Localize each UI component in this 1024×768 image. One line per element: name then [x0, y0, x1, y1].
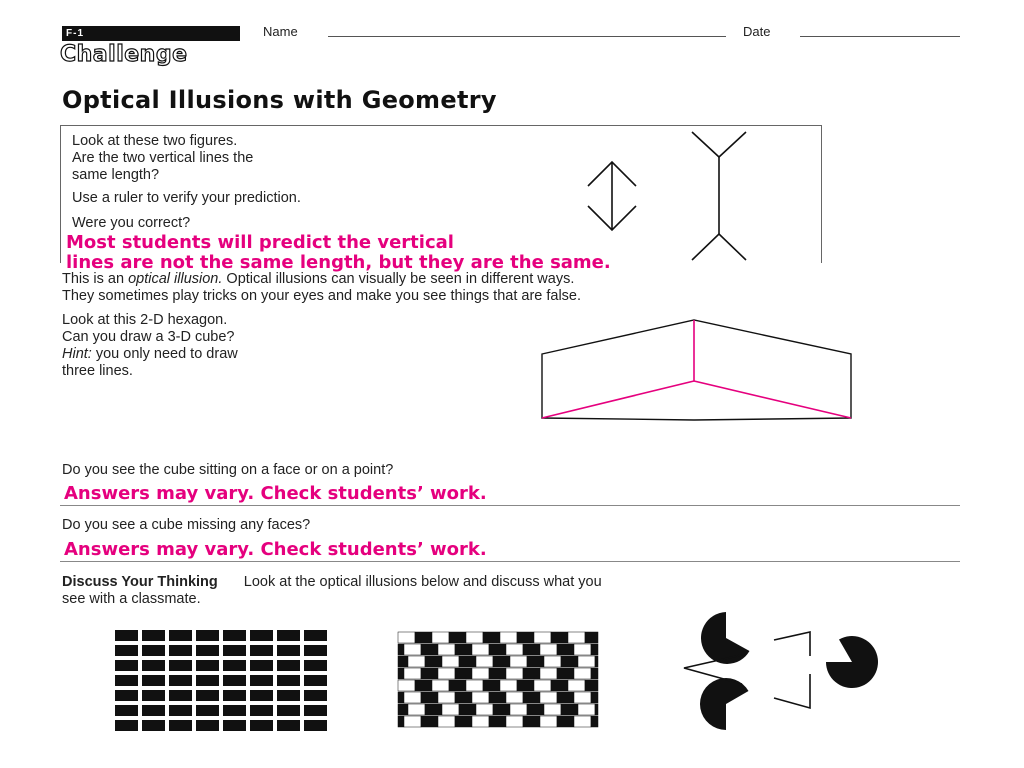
- cafe-tile: [489, 668, 506, 679]
- grid-square: [223, 630, 246, 641]
- cafe-tile: [510, 704, 527, 715]
- grid-square: [169, 690, 192, 701]
- cafe-tile: [551, 680, 568, 691]
- box-line-4: Use a ruler to verify your prediction.: [72, 190, 301, 206]
- answer-line-2: lines are not the same length, but they are the same.: [66, 252, 611, 273]
- cafe-tile: [544, 704, 561, 715]
- name-line[interactable]: [328, 36, 726, 37]
- cafe-tile: [489, 716, 506, 727]
- cafe-tile: [551, 632, 568, 643]
- cafe-tile: [421, 692, 438, 703]
- hex-line-3: [62, 346, 238, 363]
- cafe-tile: [557, 716, 574, 727]
- cafe-tile: [517, 632, 534, 643]
- intro-prefix: This is an: [62, 271, 129, 287]
- intro-line-2: They sometimes play tricks on your eyes and make you see things that are false.: [62, 288, 582, 304]
- cafe-tile: [568, 680, 585, 691]
- hexagon-cube-figure: [540, 318, 852, 422]
- grid-square: [142, 690, 165, 701]
- grid-square: [223, 720, 246, 731]
- cafe-tile: [438, 716, 455, 727]
- grid-square: [250, 660, 273, 671]
- grid-square: [223, 645, 246, 656]
- box-line-1: Look at these two figures.: [72, 133, 238, 149]
- date-label: Date: [743, 24, 771, 39]
- cafe-tile: [398, 632, 415, 643]
- cafe-tile: [561, 656, 578, 667]
- pacman-right: [826, 636, 878, 688]
- grid-square: [115, 705, 138, 716]
- grid-square: [277, 630, 300, 641]
- cafe-tile: [398, 692, 404, 703]
- answer-line-1: Most students will predict the vertical: [66, 232, 454, 253]
- grid-square: [115, 720, 138, 731]
- cafe-tile: [591, 668, 598, 679]
- cafe-tile: [459, 704, 476, 715]
- grid-square: [250, 720, 273, 731]
- answer-2: Answers may vary. Check students’ work.: [64, 539, 487, 560]
- cafe-tile: [489, 692, 506, 703]
- cafe-tile: [432, 680, 449, 691]
- grid-square: [250, 630, 273, 641]
- grid-square: [196, 645, 219, 656]
- worksheet-tag: F-1: [62, 26, 240, 41]
- answer-1: Answers may vary. Check students’ work.: [64, 483, 487, 504]
- grid-square: [196, 675, 219, 686]
- hex-line-1: Look at this 2-D hexagon.: [62, 312, 228, 328]
- cafe-tile: [472, 716, 489, 727]
- cafe-tile: [585, 680, 598, 691]
- discuss-line-1: [62, 574, 602, 591]
- hex-line-2: Can you draw a 3-D cube?: [62, 329, 235, 345]
- box-line-5: Were you correct?: [72, 215, 191, 231]
- cafe-tile: [591, 716, 598, 727]
- question-1: Do you see the cube sitting on a face or on a point?: [62, 462, 394, 478]
- arrow-in-figure: [588, 162, 636, 230]
- cafe-tile: [472, 644, 489, 655]
- cafe-tile: [476, 656, 493, 667]
- cafe-tile: [574, 716, 591, 727]
- grid-square: [277, 645, 300, 656]
- cafe-tile: [591, 692, 598, 703]
- cafe-tile: [595, 656, 598, 667]
- cafe-tile: [404, 644, 421, 655]
- cafe-tile: [455, 716, 472, 727]
- grid-square: [115, 690, 138, 701]
- cafe-tile: [493, 656, 510, 667]
- grid-square: [223, 705, 246, 716]
- grid-square: [142, 645, 165, 656]
- cafe-tile: [540, 716, 557, 727]
- grid-square: [169, 675, 192, 686]
- cafe-tile: [595, 704, 598, 715]
- grid-square: [277, 705, 300, 716]
- cafe-tile: [557, 668, 574, 679]
- intro-line-1: [62, 271, 574, 288]
- grid-square: [304, 675, 327, 686]
- question-2: Do you see a cube missing any faces?: [62, 517, 311, 533]
- cafe-tile: [483, 680, 500, 691]
- cafe-tile: [398, 656, 408, 667]
- cafe-tile: [404, 716, 421, 727]
- grid-square: [196, 690, 219, 701]
- muller-lyer-figures: [580, 130, 760, 262]
- grid-square: [304, 645, 327, 656]
- cafe-tile: [449, 632, 466, 643]
- cafe-tile: [523, 716, 540, 727]
- box-line-2: Are the two vertical lines the: [72, 150, 254, 166]
- cafe-tile: [568, 632, 585, 643]
- grid-square: [115, 645, 138, 656]
- cafe-tile: [425, 656, 442, 667]
- cafe-tile: [510, 656, 527, 667]
- cafe-tile: [421, 644, 438, 655]
- grid-square: [304, 720, 327, 731]
- cafe-tile: [398, 680, 415, 691]
- discuss-text: Look at the optical illusions below and discuss what you: [243, 574, 602, 590]
- kanizsa-triangle-illusion: [680, 610, 890, 730]
- grid-square: [250, 645, 273, 656]
- cafe-tile: [534, 632, 551, 643]
- discuss-label: Discuss Your Thinking: [62, 574, 218, 590]
- cafe-tile: [438, 668, 455, 679]
- cafe-tile: [574, 692, 591, 703]
- grid-square: [196, 630, 219, 641]
- cafe-tile: [500, 680, 517, 691]
- hint-label: Hint:: [62, 346, 92, 362]
- grid-square: [223, 690, 246, 701]
- grid-square: [142, 705, 165, 716]
- grid-square: [142, 720, 165, 731]
- hexagon-outline: [542, 320, 851, 420]
- page-title: Optical Illusions with Geometry: [62, 86, 497, 114]
- grid-square: [115, 630, 138, 641]
- cafe-tile: [398, 668, 404, 679]
- cafe-tile: [455, 668, 472, 679]
- pacman-top: [701, 612, 750, 664]
- cafe-tile: [472, 692, 489, 703]
- cafe-tile: [398, 716, 404, 727]
- challenge-logo: Challenge: [60, 42, 188, 67]
- cafe-tile: [415, 680, 432, 691]
- cafe-tile: [455, 644, 472, 655]
- grid-square: [250, 690, 273, 701]
- date-line[interactable]: [800, 36, 960, 37]
- cafe-tile: [442, 656, 459, 667]
- cafe-tile: [455, 692, 472, 703]
- cafe-tile: [408, 704, 425, 715]
- grid-square: [304, 690, 327, 701]
- cafe-tile: [578, 656, 595, 667]
- cafe-tile: [523, 644, 540, 655]
- grid-illusion: [115, 630, 345, 730]
- grid-square: [277, 675, 300, 686]
- cafe-tile: [483, 632, 500, 643]
- cafe-tile: [425, 704, 442, 715]
- cafe-tile: [476, 704, 493, 715]
- cafe-tile: [472, 668, 489, 679]
- cafe-tile: [489, 644, 506, 655]
- cafe-tile: [493, 704, 510, 715]
- cafe-tile: [540, 644, 557, 655]
- cube-answer-lines: [542, 320, 851, 418]
- cafe-tile: [574, 668, 591, 679]
- cafe-tile: [459, 656, 476, 667]
- cafe-tile: [506, 668, 523, 679]
- hex-line-4: three lines.: [62, 363, 133, 379]
- intro-rest: Optical illusions can visually be seen in different ways.: [222, 271, 575, 287]
- cafe-tile: [466, 632, 483, 643]
- cafe-tile: [398, 644, 404, 655]
- cafe-tile: [540, 668, 557, 679]
- cafe-tile: [561, 704, 578, 715]
- cafe-tile: [438, 692, 455, 703]
- hint-rest: you only need to draw: [91, 346, 238, 362]
- cafe-tile: [534, 680, 551, 691]
- grid-square: [304, 705, 327, 716]
- grid-square: [250, 705, 273, 716]
- grid-square: [304, 630, 327, 641]
- grid-square: [169, 720, 192, 731]
- grid-square: [196, 705, 219, 716]
- name-label: Name: [263, 24, 298, 39]
- box-line-3: same length?: [72, 167, 160, 183]
- grid-square: [142, 675, 165, 686]
- grid-square: [196, 720, 219, 731]
- cafe-tile: [421, 716, 438, 727]
- cafe-tile: [506, 644, 523, 655]
- cafe-tile: [578, 704, 595, 715]
- grid-square: [250, 675, 273, 686]
- grid-square: [304, 660, 327, 671]
- grid-square: [169, 630, 192, 641]
- discuss-line-2: see with a classmate.: [62, 591, 201, 607]
- cafe-tile: [523, 668, 540, 679]
- cafe-tile: [506, 692, 523, 703]
- cafe-tile: [585, 632, 598, 643]
- cafe-tile: [404, 668, 421, 679]
- grid-square: [223, 675, 246, 686]
- grid-square: [277, 660, 300, 671]
- cafe-tile: [506, 716, 523, 727]
- cafe-tile: [544, 656, 561, 667]
- cafe-tile: [574, 644, 591, 655]
- grid-square: [277, 690, 300, 701]
- cafe-tile: [500, 632, 517, 643]
- intro-term: optical illusion.: [128, 271, 223, 287]
- cafe-tile: [404, 692, 421, 703]
- cafe-tile: [432, 632, 449, 643]
- cafe-tile: [540, 692, 557, 703]
- pacman-bottom: [700, 678, 749, 730]
- grid-square: [196, 660, 219, 671]
- cafe-tile: [527, 656, 544, 667]
- cafe-wall-illusion: [398, 632, 608, 732]
- cafe-tile: [415, 632, 432, 643]
- cafe-tile: [466, 680, 483, 691]
- cafe-tile: [442, 704, 459, 715]
- answer-1-line: [60, 505, 960, 506]
- cafe-tile: [449, 680, 466, 691]
- grid-square: [142, 660, 165, 671]
- grid-square: [277, 720, 300, 731]
- grid-square: [115, 675, 138, 686]
- grid-square: [142, 630, 165, 641]
- grid-square: [169, 705, 192, 716]
- cafe-tile: [527, 704, 544, 715]
- grid-square: [223, 660, 246, 671]
- arrow-out-figure: [692, 132, 746, 260]
- grid-square: [115, 660, 138, 671]
- cafe-tile: [398, 704, 408, 715]
- cafe-tile: [557, 644, 574, 655]
- cafe-tile: [591, 644, 598, 655]
- cafe-tile: [421, 668, 438, 679]
- cafe-tile: [523, 692, 540, 703]
- cafe-tile: [557, 692, 574, 703]
- grid-square: [169, 660, 192, 671]
- grid-square: [169, 645, 192, 656]
- answer-2-line: [60, 561, 960, 562]
- cafe-tile: [517, 680, 534, 691]
- cafe-tile: [408, 656, 425, 667]
- cafe-tile: [438, 644, 455, 655]
